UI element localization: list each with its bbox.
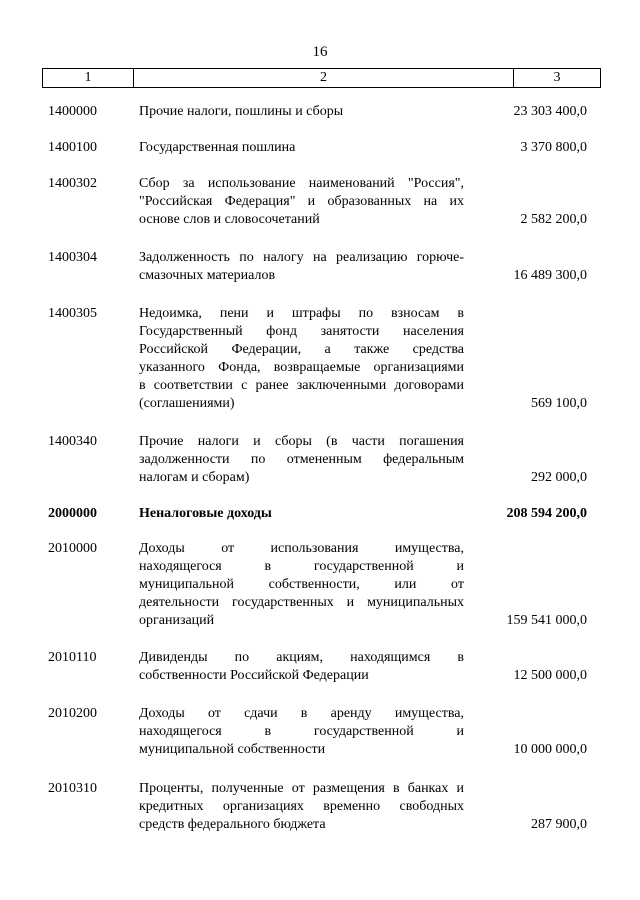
table-row bbox=[0, 305, 640, 413]
row-code: 1400305 bbox=[48, 306, 97, 321]
description-line: смазочных материалов bbox=[139, 268, 276, 283]
table-row bbox=[0, 780, 640, 834]
row-amount: 292 000,0 bbox=[531, 470, 587, 485]
description-line: муниципальной собственности, или от bbox=[139, 577, 464, 592]
row-amount: 10 000 000,0 bbox=[513, 742, 587, 757]
table-row bbox=[0, 540, 640, 630]
row-amount: 159 541 000,0 bbox=[506, 613, 587, 628]
row-description bbox=[139, 305, 464, 413]
column-header-1: 1 bbox=[42, 68, 134, 88]
row-amount: 208 594 200,0 bbox=[506, 506, 587, 521]
table-row bbox=[0, 705, 640, 759]
row-description bbox=[139, 175, 464, 229]
description-line: Доходы от использования имущества, bbox=[139, 541, 464, 556]
row-code: 1400304 bbox=[48, 250, 97, 265]
row-description bbox=[139, 103, 464, 121]
description-line: кредитных организациях временно свободных bbox=[139, 799, 464, 814]
column-header-3: 3 bbox=[513, 68, 601, 88]
row-amount: 16 489 300,0 bbox=[513, 268, 587, 283]
row-description bbox=[139, 780, 464, 834]
description-line: налогам и сборам) bbox=[139, 470, 250, 485]
description-line: находящегося в государственной и bbox=[139, 559, 464, 574]
row-description bbox=[139, 249, 464, 285]
description-line: собственности Российской Федерации bbox=[139, 668, 369, 683]
description-line: организаций bbox=[139, 613, 215, 628]
page-number: 16 bbox=[312, 44, 328, 60]
description-line: основе слов и словосочетаний bbox=[139, 212, 320, 227]
description-line: Дивиденды по акциям, находящимся в bbox=[139, 650, 464, 665]
table-row bbox=[0, 433, 640, 487]
row-code: 1400340 bbox=[48, 434, 97, 449]
row-amount: 23 303 400,0 bbox=[513, 104, 587, 119]
column-header-2: 2 bbox=[133, 68, 514, 88]
row-amount: 3 370 800,0 bbox=[520, 140, 587, 155]
table-row bbox=[0, 649, 640, 685]
description-line: Доходы от сдачи в аренду имущества, bbox=[139, 706, 464, 721]
table-row bbox=[0, 139, 640, 157]
description-line: Задолженность по налогу на реализацию горюче- bbox=[139, 250, 464, 265]
row-description bbox=[139, 505, 464, 523]
row-code: 2010000 bbox=[48, 541, 97, 556]
row-code: 1400000 bbox=[48, 104, 97, 119]
description-line: Государственный фонд занятости населения bbox=[139, 324, 464, 339]
row-description bbox=[139, 433, 464, 487]
row-description bbox=[139, 705, 464, 759]
row-amount: 12 500 000,0 bbox=[513, 668, 587, 683]
column-header-row bbox=[42, 68, 602, 88]
description-line: деятельности государственных и муниципальных bbox=[139, 595, 464, 610]
description-line: Прочие налоги, пошлины и сборы bbox=[139, 104, 344, 119]
description-line: "Российская Федерация" и образованных на их bbox=[139, 194, 464, 209]
row-description bbox=[139, 139, 464, 157]
row-description bbox=[139, 540, 464, 630]
description-line: находящегося в государственной и bbox=[139, 724, 464, 739]
description-line: Государственная пошлина bbox=[139, 140, 296, 155]
row-code: 2010200 bbox=[48, 706, 97, 721]
description-line: Российской Федерации, а также средства bbox=[139, 342, 464, 357]
description-line: Сбор за использование наименований "Россия", bbox=[139, 176, 464, 191]
description-line: средств федерального бюджета bbox=[139, 817, 326, 832]
row-amount: 287 900,0 bbox=[531, 817, 587, 832]
table-row bbox=[0, 175, 640, 229]
row-code: 1400100 bbox=[48, 140, 97, 155]
description-line: в соответствии с ранее заключенными договорами bbox=[139, 378, 464, 393]
table-body bbox=[0, 103, 640, 834]
description-line: муниципальной собственности bbox=[139, 742, 326, 757]
row-code: 1400302 bbox=[48, 176, 97, 191]
row-amount: 569 100,0 bbox=[531, 396, 587, 411]
description-line: Неналоговые доходы bbox=[139, 506, 272, 521]
table-row bbox=[0, 249, 640, 285]
description-line: задолженности по отмененным федеральным bbox=[139, 452, 464, 467]
description-line: указанного Фонда, возвращаемые организациями bbox=[139, 360, 464, 375]
row-description bbox=[139, 649, 464, 685]
description-line: Прочие налоги и сборы (в части погашения bbox=[139, 434, 464, 449]
table-row bbox=[0, 505, 640, 523]
row-code: 2010310 bbox=[48, 781, 97, 796]
table-row bbox=[0, 103, 640, 121]
description-line: Недоимка, пени и штрафы по взносам в bbox=[139, 306, 464, 321]
row-code: 2010110 bbox=[48, 650, 97, 665]
row-amount: 2 582 200,0 bbox=[520, 212, 587, 227]
row-code: 2000000 bbox=[48, 506, 97, 521]
description-line: (соглашениями) bbox=[139, 396, 235, 411]
description-line: Проценты, полученные от размещения в банках и bbox=[139, 781, 464, 796]
